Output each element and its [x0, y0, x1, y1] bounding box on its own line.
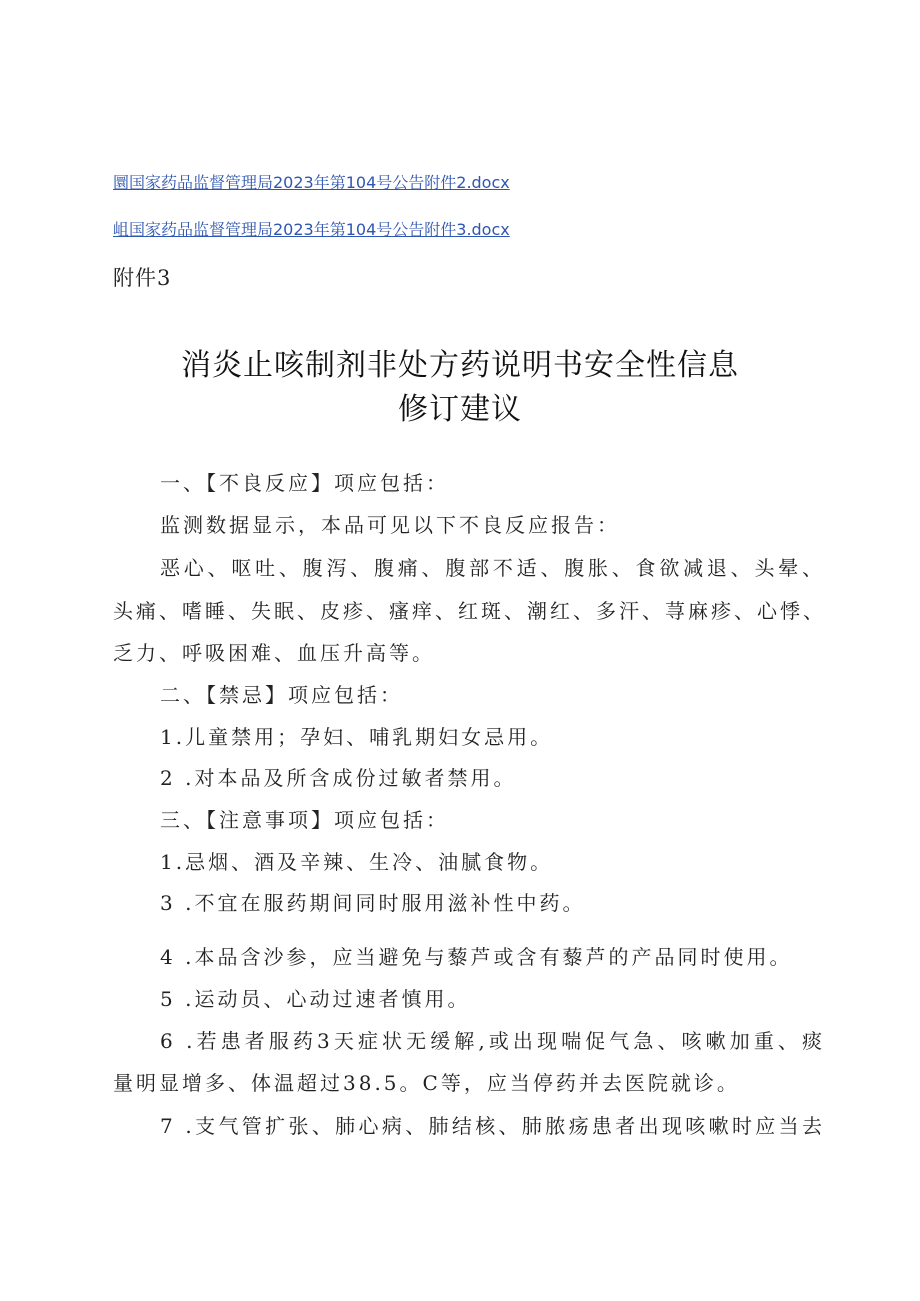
- section-2-item-2: 2 .对本品及所含成份过敏者禁用。: [160, 766, 517, 790]
- section-3-heading: 三、【注意事项】项应包括：: [160, 808, 449, 832]
- document-title-line-2: 修订建议: [398, 392, 522, 427]
- document-title-line-1: 消炎止咳制剂非处方药说明书安全性信息: [181, 348, 739, 383]
- section-2-item-1: 1.儿童禁用；孕妇、哺乳期妇女忌用。: [160, 725, 554, 749]
- section-1-heading: 一、【不良反应】项应包括：: [160, 471, 449, 495]
- section-1-list-line-1: 恶心、呕吐、腹泻、腹痛、腹部不适、腹胀、食欲减退、头晕、: [160, 556, 825, 580]
- section-3-item-6-line-2: 量明显增多、体温超过38.5。C等，应当停药并去医院就诊。: [113, 1071, 740, 1095]
- section-1-intro: 监测数据显示，本品可见以下不良反应报告：: [160, 513, 620, 537]
- section-3-item-7-line-1: 7 .支气管扩张、肺心病、肺结核、肺脓疡患者出现咳嗽时应当去: [160, 1114, 825, 1138]
- attachment-2-link[interactable]: 圜国家药品监督管理局2023年第104号公告附件2.docx: [113, 173, 510, 192]
- section-3-item-3: 3 .不宜在服药期间同时服用滋补性中药。: [160, 891, 586, 915]
- section-3-item-6-line-1: 6 .若患者服药3天症状无缓解,或出现喘促气急、咳嗽加重、痰: [160, 1029, 825, 1053]
- section-3-item-1: 1.忌烟、酒及辛辣、生冷、油腻食物。: [160, 850, 554, 874]
- attachment-label: 附件3: [113, 266, 172, 290]
- section-1-list-line-2: 头痛、嗜睡、失眠、皮疹、瘙痒、红斑、潮红、多汗、荨麻疹、心悸、: [113, 599, 826, 623]
- section-2-heading: 二、【禁忌】项应包括：: [160, 683, 403, 707]
- section-3-item-4: 4 .本品含沙参，应当避免与藜芦或含有藜芦的产品同时使用。: [160, 945, 793, 969]
- section-1-list-line-3: 乏力、呼吸困难、血压升高等。: [113, 641, 435, 665]
- section-3-item-5: 5 .运动员、心动过速者慎用。: [160, 987, 471, 1011]
- attachment-3-link[interactable]: 岨国家药品监督管理局2023年第104号公告附件3.docx: [113, 220, 510, 239]
